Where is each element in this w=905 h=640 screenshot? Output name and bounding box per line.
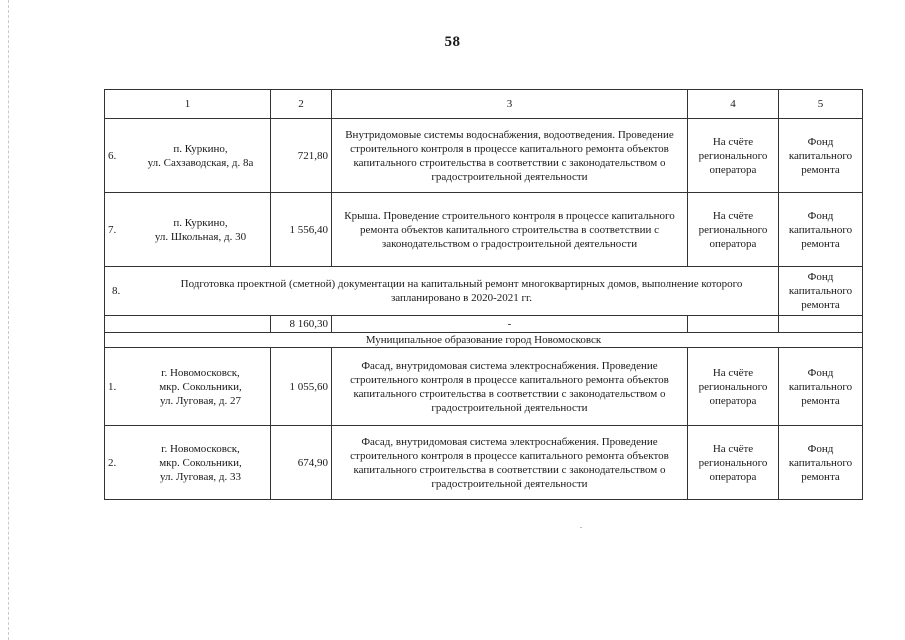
address-line: п. Куркино,	[173, 216, 228, 229]
row-number: 7.	[108, 223, 117, 236]
column-header: 2	[271, 90, 332, 119]
amount-cell: 1 055,60	[271, 348, 332, 426]
scan-speck	[580, 527, 582, 528]
amount-cell: 721,80	[271, 119, 332, 193]
account-cell: На счёте регионального оператора	[688, 119, 779, 193]
source-cell: Фонд капитального ремонта	[779, 426, 863, 500]
empty-cell	[105, 316, 271, 333]
address-cell	[105, 193, 271, 267]
column-header: 3	[332, 90, 688, 119]
empty-cell	[779, 316, 863, 333]
address-line: мкр. Сокольники,	[159, 456, 242, 469]
column-header: 5	[779, 90, 863, 119]
account-cell: На счёте регионального оператора	[688, 426, 779, 500]
table-row	[105, 348, 863, 426]
source-cell: Фонд капитального ремонта	[779, 348, 863, 426]
address-line: г. Новомосковск,	[161, 366, 240, 379]
municipality-title: Муниципальное образование город Новомосковск	[105, 333, 863, 348]
amount-cell: 1 556,40	[271, 193, 332, 267]
amount-cell: 674,90	[271, 426, 332, 500]
scan-margin-line	[8, 0, 9, 640]
total-amount: 8 160,30	[271, 316, 332, 333]
address-cell	[105, 426, 271, 500]
address-cell	[105, 348, 271, 426]
work-description: Фасад, внутридомовая система электроснабжения. Проведение строительного контроля в процессе капитального ремонта объектов капитального строительства в соответствии с законодательством о градостроительной деятельности	[332, 348, 688, 426]
row-number: 8.	[112, 285, 121, 297]
source-cell: Фонд капитального ремонта	[779, 193, 863, 267]
column-header: 1	[105, 90, 271, 119]
table-row	[105, 193, 863, 267]
column-header: 4	[688, 90, 779, 119]
table-row	[105, 426, 863, 500]
source-cell: Фонд капитального ремонта	[779, 119, 863, 193]
address-line: ул. Луговая, д. 27	[159, 394, 242, 407]
municipality-row	[105, 333, 863, 348]
design-docs-cell	[105, 267, 779, 316]
address-line: г. Новомосковск,	[161, 442, 240, 455]
account-cell: На счёте регионального оператора	[688, 193, 779, 267]
address-line: мкр. Сокольники,	[159, 380, 242, 393]
row-number: 6.	[108, 149, 117, 162]
address-line: ул. Луговая, д. 33	[159, 470, 242, 483]
work-description: Внутридомовые системы водоснабжения, водоотведения. Проведение строительного контроля в процессе капитального ремонта объектов капитального строительства в соответствии с законодательством о градостроительной деятельности	[332, 119, 688, 193]
total-dash: -	[332, 316, 688, 333]
total-row	[105, 316, 863, 333]
table-header-row	[105, 90, 863, 119]
source-cell: Фонд капитального ремонта	[779, 267, 863, 316]
design-docs-text: Подготовка проектной (сметной) документации на капитальный ремонт многоквартирных домов, выполнение которого запланировано в 2020-2021 гг.	[180, 278, 743, 304]
address-line: ул. Сахзаводская, д. 8а	[147, 156, 254, 169]
works-table	[104, 89, 863, 500]
work-description: Фасад, внутридомовая система электроснабжения. Проведение строительного контроля в процессе капитального ремонта объектов капитального строительства в соответствии с законодательством о градостроительной деятельности	[332, 426, 688, 500]
page-number: 58	[444, 34, 461, 50]
address-line: ул. Школьная, д. 30	[154, 230, 247, 243]
work-description: Крыша. Проведение строительного контроля в процессе капитального ремонта объектов капитального строительства в соответствии с законодательством о градостроительной деятельности	[332, 193, 688, 267]
row-number: 2.	[108, 456, 117, 469]
empty-cell	[688, 316, 779, 333]
address-line: п. Куркино,	[173, 142, 228, 155]
account-cell: На счёте регионального оператора	[688, 348, 779, 426]
address-cell	[105, 119, 271, 193]
row-number: 1.	[108, 380, 117, 393]
table-row	[105, 267, 863, 316]
table-row	[105, 119, 863, 193]
